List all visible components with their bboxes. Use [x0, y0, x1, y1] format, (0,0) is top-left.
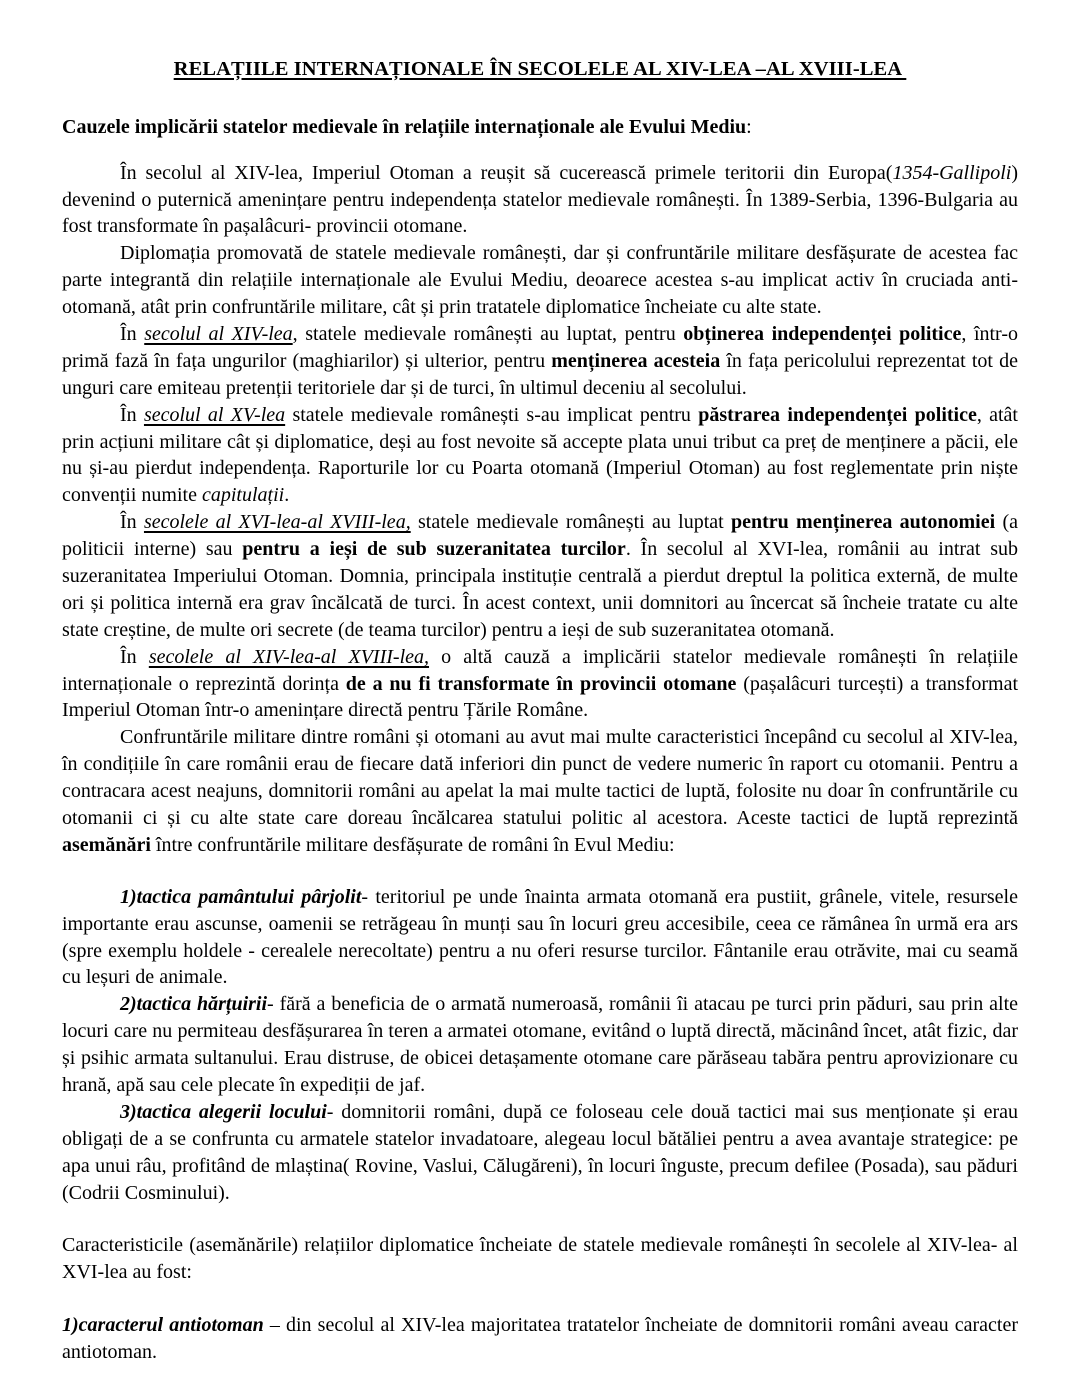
text-run: Confruntările militare dintre români și otomani au avut mai multe caracteristici începând cu secolul al XIV-lea, în condițiile în care românii erau de fiecare dată inferiori din punct de vedere numeric în raport cu otomanii. Pentru a contracara acest neajuns, domnitorii români au apelat la mai multe tactici de luptă, folosite nu doar în confruntările cu otomanii ci și cu alte state care doreau încălcarea statului politic al acestora. Aceste tactici de luptă reprezintă [62, 726, 1018, 829]
text-run: secolul al XV-lea [143, 403, 286, 426]
text-run: – din secolul al XIV-lea majoritatea tratatelor încheiate de domnitorii români aveau caracter antiotoman. [62, 1314, 1018, 1364]
text-run: asemănări [62, 833, 151, 856]
text-run: secolul al XIV-lea [144, 322, 293, 345]
section-heading-bold: Cauzele implicării statelor medievale în relațiile internaționale ale Evului Mediu [62, 115, 747, 138]
paragraph-p6 [62, 644, 1018, 725]
text-run: , statele medievale românești au luptat, pentru [292, 322, 684, 345]
text-run: păstrarea independenței politice [698, 403, 977, 426]
text-run: 1354-Gallipoli [892, 161, 1012, 184]
paragraph-p2 [62, 240, 1018, 321]
text-run: În [120, 511, 144, 534]
section-heading [62, 83, 1018, 140]
text-run: de a nu fi transformate în provincii otomane [345, 672, 737, 695]
text-run: capitulații [201, 484, 285, 507]
text-run: obținerea independenței politice [683, 322, 962, 345]
text-run: (a politicii interne) sau [62, 511, 1018, 561]
text-run: (pașalâcuri turcești) a transformat Imperiul Otoman într-o amenințare directă pentru Țările Române. [62, 672, 1018, 722]
page-title-text: RELAȚIILE INTERNAȚIONALE ÎN SECOLELE AL XIV-LEA –AL XVIII-LEA [173, 58, 907, 80]
text-run: în fața pericolului reprezentat tot de unguri care emiteau pretenții teritoriele dar și de turci, în ultimul deceniu al secolului. [62, 349, 1018, 399]
paragraph-tactic2 [62, 991, 1018, 1099]
text-run: pentru menținerea autonomiei [730, 511, 996, 534]
text-run: În [120, 645, 149, 668]
paragraph-p7 [62, 724, 1018, 858]
text-run: 1)caracterul antiotoman [62, 1314, 264, 1337]
text-run: În [120, 322, 145, 345]
text-run: 2)tactica hărțuirii [120, 993, 268, 1016]
text-run: - fără a beneficia de o armată numeroasă, românii îi atacau pe turci prin păduri, sau prin alte locuri care nu permiteau desfășurarea în teren a armatei otomane, evitând o luptă directă, măcinând încet, atât fizic, dar și psihic armata sultanului. Erau distruse, de obicei detașamente otomane care părăseau tabăra pentru aprovizionare cu hrană, apă sau cele plecate în expediții de jaf. [62, 993, 1019, 1097]
paragraph-p3 [62, 321, 1018, 402]
text-run: ) devenind o puternică amenințare pentru independența statelor medievale românești. În 1389-Serbia, 1396-Bulgaria au fost transformate în pașalâcuri- provincii otomane. [62, 161, 1018, 238]
text-run: secolele al XVI-lea-al XVIII-lea, [143, 511, 411, 534]
text-run: Diplomația promovată de statele medievale românești, dar și confruntările militare desfășurate de acestea fac parte integrantă din relațiile internaționale ale Evului Mediu, deoarece acestea s-au implicat activ în cruciada anti-otomană, atât prin confruntările militare, cât și prin tratatele diplomatice încheiate cu alte state. [62, 242, 1018, 319]
text-run: În [120, 403, 144, 426]
text-run: - teritoriul pe unde înainta armata otomană era pustiit, grânele, vitele, resursele importante erau ascunse, oamenii se retrăgeau în munți sau în locuri greu accesibile, ceea ce rămânea în urmă era ars (spre exemplu holdele - cerealele nerecoltate) pentru a nu oferi resurse turcilor. Fântanile erau otrăvite, mai cu seamă cu leșuri de animale. [62, 885, 1018, 989]
text-run: - domnitorii români, după ce foloseau cele două tactici mai sus menționate și erau obligați de a se confrunta cu armatele statelor invadatoare, alegeau locul bătăliei pentru a avea avantaje strategice: pe apa unui râu, profitând de mlaștina( Rovine, Vaslui, Călugăreni), în locuri înguste, precum defilee (Posada), sau păduri (Codrii Cosminului). [62, 1100, 1018, 1204]
paragraph-p8 [62, 1232, 1018, 1286]
document-content [62, 0, 1018, 1366]
text-run: 1)tactica pamântului pârjolit [120, 885, 362, 908]
text-run: , într-o primă fază în fața ungurilor (maghiarilor) și ulterior, pentru [62, 322, 1018, 372]
page-title [62, 0, 1018, 83]
text-run: , atât prin acțiuni militare cât și diplomatice, deși au fost nevoite să accepte plata unui tribut ca preț de menținere a păcii, ele nu și-au pierdut independența. Raporturile lor cu Poarta otomană (Imperiul Otoman) au fost reglementate prin niște convenții numite [62, 403, 1018, 507]
paragraph-tactic1 [62, 884, 1018, 992]
text-run: 3)tactica alegerii locului [120, 1100, 327, 1123]
paragraph-p5 [62, 509, 1018, 643]
paragraph-char1 [62, 1312, 1018, 1366]
text-run: . În secolul al XVI-lea, românii au intrat sub suzeranitatea Imperiului Otoman. Domnia, principala instituție centrală a pierdut dreptul la politica externă, de multe ori și politica internă era grav încălcată de turci. În acest context, unii domnitori au încercat să încheie tratate cu alte state creștine, de multe ori secrete (de teama turcilor) pentru a ieși de sub suzeranitatea otomană. [62, 538, 1018, 641]
section-heading-colon: : [746, 115, 752, 138]
paragraph-tactic3 [62, 1099, 1018, 1207]
text-run: În secolul al XIV-lea, Imperiul Otoman a reușit să cucerească primele teritorii din Europa( [120, 161, 893, 184]
text-run: menținerea acesteia [551, 349, 721, 372]
paragraph-p4 [62, 402, 1018, 510]
text-run: Caracteristicile (asemănările) relațiilor diplomatice încheiate de statele medievale românești în secolele al XIV-lea- al XVI-lea au fost: [62, 1234, 1018, 1284]
text-run: statele medievale românești s-au implicat pentru [285, 403, 699, 426]
paragraph-p1 [62, 140, 1018, 241]
text-run: . [284, 484, 290, 507]
text-run: pentru a ieși de sub suzeranitatea turcilor [242, 538, 626, 561]
text-run: statele medievale românești au luptat [410, 511, 731, 534]
text-run: secolele al XIV-lea-al XVIII-lea, [148, 645, 430, 668]
text-run: o altă cauză a implicării statelor medievale românești în relațiile internaționale o reprezintă dorința [62, 645, 1018, 695]
text-run: între confruntările militare desfășurate de români în Evul Mediu: [150, 833, 675, 856]
